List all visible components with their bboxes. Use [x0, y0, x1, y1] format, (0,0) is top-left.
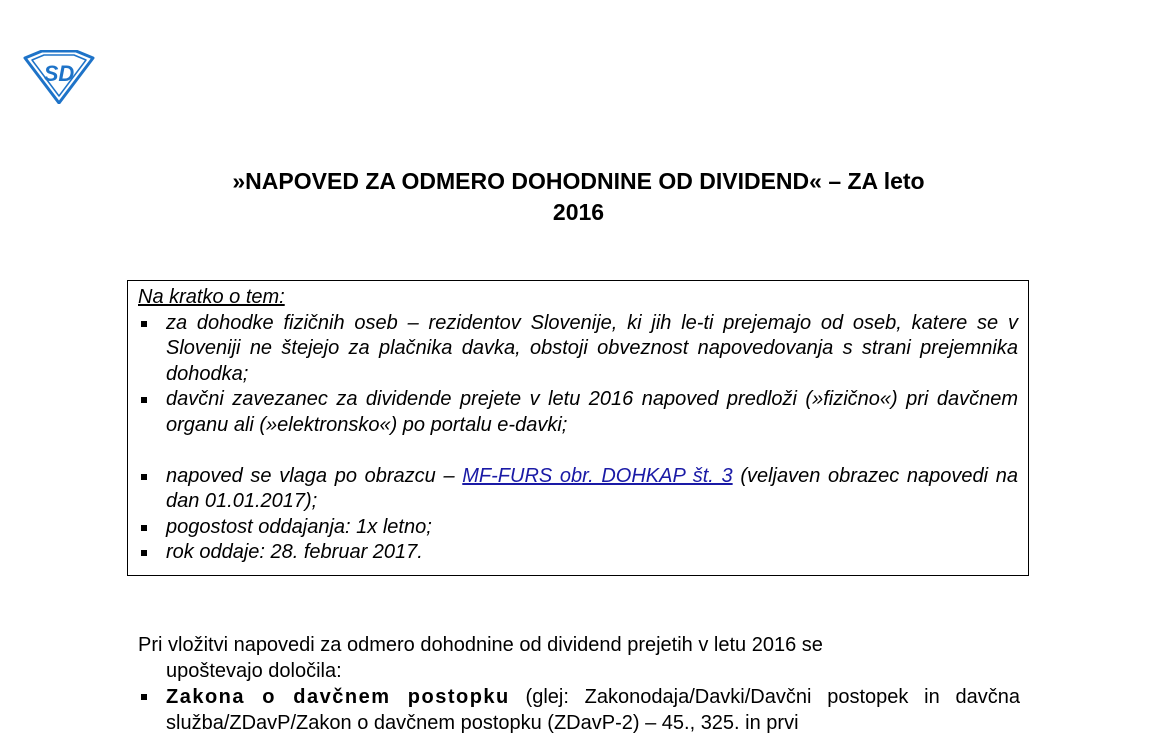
summary-item: za dohodke fizičnih oseb – rezidentov Slovenije, ki jih le-ti prejemajo od oseb, katere se v Sloveniji ne štejejo za plačnika davka, obstoji obveznost napovedovanja s strani prejemnika dohodka;: [138, 311, 1018, 388]
law-list: [138, 684, 1020, 736]
intro-line: Pri vložitvi napovedi za odmero dohodnine od dividend prejetih v letu 2016 se: [138, 634, 823, 656]
summary-item-frequency: pogostost oddajanja: 1x letno;: [138, 515, 1018, 541]
law-name: Zakona o davčnem postopku: [166, 686, 510, 708]
summary-item-form: [138, 464, 1018, 515]
title-line-2: 2016: [552, 199, 605, 225]
intro-paragraph: [138, 632, 1020, 684]
summary-box: [127, 280, 1029, 576]
title-line-1: »NAPOVED ZA ODMERO DOHODNINE OD DIVIDEND« – ZA leto: [232, 168, 925, 194]
spacer: [138, 438, 1018, 464]
body-text: [138, 632, 1020, 736]
summary-list-2: [138, 464, 1018, 566]
form-link[interactable]: MF-FURS obr. DOHKAP št. 3: [462, 464, 733, 487]
page-title: [120, 166, 1037, 228]
form-suffix: (veljaven obrazec napovedi na dan 01.01.2017);: [166, 464, 1018, 512]
law-item: [138, 684, 1020, 736]
sd-logo: [22, 50, 96, 104]
summary-heading: Na kratko o tem:: [138, 286, 285, 308]
logo-text: SD: [43, 61, 75, 86]
summary-list: [138, 311, 1018, 439]
summary-item: davčni zavezanec za dividende prejete v letu 2016 napoved predloži (»fizično«) pri davčnem organu ali (»elektronsko«) po portalu e-davki;: [138, 387, 1018, 438]
form-prefix: napoved se vlaga po obrazcu –: [166, 464, 463, 487]
law-text: (glej: Zakonodaja/Davki/Davčni postopek in davčna služba/ZDavP/Zakon o davčnem postopku (ZDavP-2) – 45., 325. in prvi: [166, 686, 1020, 734]
summary-item-deadline: rok oddaje: 28. februar 2017.: [138, 540, 1018, 566]
intro-continuation: upoštevajo določila:: [166, 660, 342, 682]
